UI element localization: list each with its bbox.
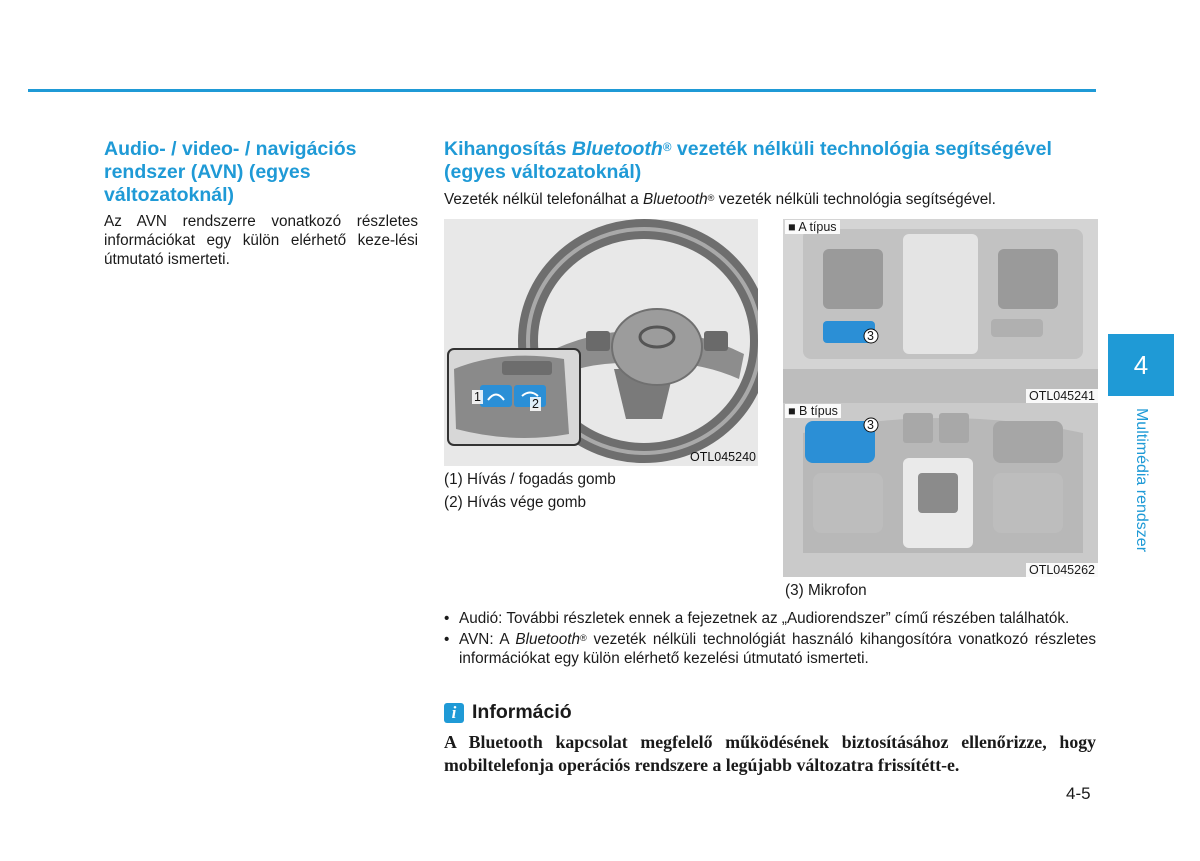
chapter-tab: 4 bbox=[1108, 334, 1174, 396]
intro-text-rest: vezeték nélküli technológia segítségével. bbox=[714, 191, 996, 208]
console-b-illustration bbox=[783, 403, 1098, 577]
info-icon: i bbox=[444, 703, 464, 723]
title-bluetooth: Bluetooth bbox=[571, 138, 663, 160]
info-heading bbox=[444, 701, 572, 724]
bullet-avn-text-rest: vezeték nélküli technológiát használó kihangosítóra vonatkozó részletes információkat egy külön elérhető kezelési útmutató ismerteti. bbox=[459, 631, 1096, 667]
caption-microphone: (3) Mikrofon bbox=[785, 582, 867, 599]
title-registered-mark: ® bbox=[662, 140, 672, 154]
bullet-dot: • bbox=[444, 610, 450, 627]
title-text-rest: vezeték nélküli technológia segítségével (egyes változatoknál) bbox=[444, 138, 1052, 183]
callout-1: 1 bbox=[474, 390, 481, 404]
caption-call-answer: (1) Hívás / fogadás gomb bbox=[444, 471, 616, 488]
intro-text: Vezeték nélkül telefonálhat a bbox=[444, 191, 644, 208]
info-body: A Bluetooth kapcsolat megfelelő működésének biztosításához ellenőrizze, hogy mobiltelefonja operációs rendszere a legújabb változatra frissítétt-e. bbox=[444, 732, 1096, 775]
type-b-tag: ■ B típus bbox=[785, 404, 841, 418]
info-title: Információ bbox=[472, 701, 572, 723]
top-rule bbox=[28, 89, 1096, 92]
caption-call-end: (2) Hívás vége gomb bbox=[444, 494, 586, 511]
console-a-illustration bbox=[783, 219, 1098, 403]
bluetooth-intro bbox=[444, 190, 996, 209]
bullet-avn bbox=[444, 630, 1096, 668]
right-column bbox=[444, 138, 1096, 184]
bullet-avn-registered-mark: ® bbox=[580, 632, 587, 643]
steering-captions bbox=[444, 468, 616, 514]
bluetooth-section-title bbox=[444, 138, 1096, 184]
bullet-dot: • bbox=[444, 631, 450, 648]
figure-b-code: OTL045262 bbox=[1026, 563, 1098, 577]
figure-code: OTL045240 bbox=[689, 450, 756, 464]
callout-3-a: 3 bbox=[867, 329, 874, 343]
bullet-list bbox=[444, 609, 1096, 670]
bullet-avn-bluetooth: Bluetooth bbox=[515, 631, 581, 648]
console-type-b-figure bbox=[783, 403, 1098, 577]
chapter-title-vertical: Multimédia rendszer bbox=[1133, 407, 1150, 553]
left-column bbox=[104, 138, 418, 269]
page-number: 4-5 bbox=[1066, 784, 1091, 803]
steering-wheel-illustration bbox=[444, 219, 758, 466]
callout-3-b: 3 bbox=[867, 418, 874, 432]
bullet-audio bbox=[444, 609, 1096, 628]
bullet-audio-text: Audió: További részletek ennek a fejezetnek az „Audiorendszer” című részében találhatók. bbox=[459, 610, 1070, 627]
console-type-a-figure bbox=[783, 219, 1098, 403]
steering-wheel-figure bbox=[444, 219, 758, 466]
intro-bluetooth: Bluetooth bbox=[643, 191, 708, 208]
intro-registered-mark: ® bbox=[707, 192, 715, 203]
avn-section-title: Audio- / video- / navigációs rendszer (AVN) (egyes változatoknál) bbox=[104, 138, 357, 206]
type-a-tag: ■ A típus bbox=[785, 220, 840, 234]
title-text: Kihangosítás bbox=[444, 138, 572, 160]
bullet-avn-text: AVN: A bbox=[459, 631, 516, 648]
avn-section-body: Az AVN rendszerre vonatkozó részletes információkat egy külön elérhető keze-lési útmutató ismerteti. bbox=[104, 213, 418, 268]
callout-2: 2 bbox=[532, 397, 539, 411]
figure-a-code: OTL045241 bbox=[1026, 389, 1098, 403]
